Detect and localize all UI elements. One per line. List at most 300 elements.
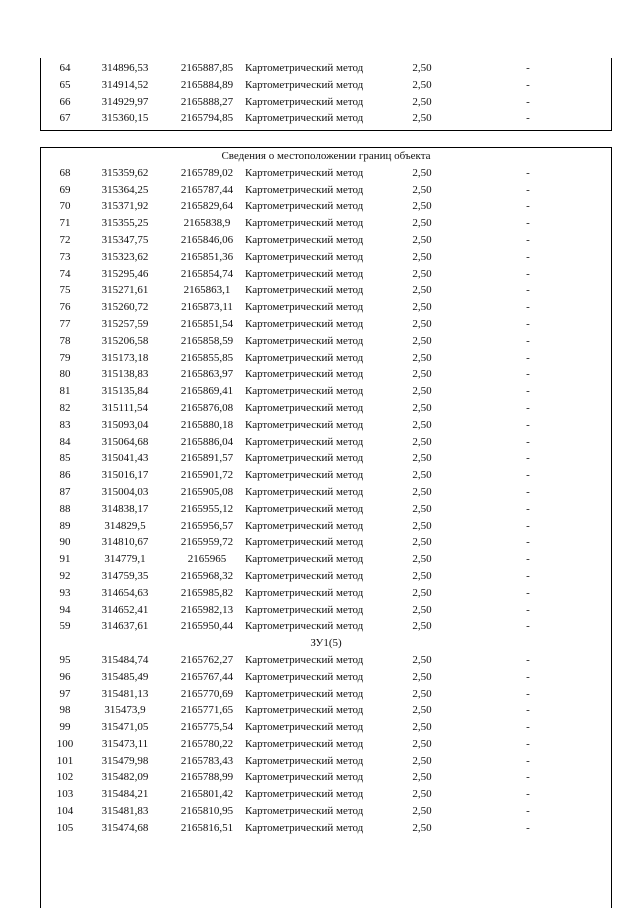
rows-68-59 [41, 165, 611, 635]
y-coordinate: 2165855,85 [180, 351, 234, 364]
note: - [526, 112, 530, 125]
y-coordinate: 2165851,54 [180, 317, 234, 330]
x-coordinate: 315064,68 [101, 435, 149, 448]
method: Картометрический метод [245, 704, 364, 717]
x-coordinate: 314637,61 [101, 620, 149, 633]
method: Картометрический метод [245, 519, 364, 532]
method: Картометрический метод [245, 317, 364, 330]
table-row [41, 299, 611, 316]
y-coordinate: 2165891,57 [180, 452, 234, 465]
note: - [526, 771, 530, 784]
x-coordinate: 315004,03 [101, 485, 149, 498]
accuracy: 2,50 [412, 435, 432, 448]
y-coordinate: 2165876,08 [180, 401, 234, 414]
note: - [526, 737, 530, 750]
method: Картометрический метод [245, 217, 364, 230]
accuracy: 2,50 [412, 502, 432, 515]
method: Картометрический метод [245, 401, 364, 414]
y-coordinate: 2165886,04 [180, 435, 234, 448]
table-row [41, 198, 611, 215]
table-row [41, 434, 611, 451]
note: - [526, 95, 530, 108]
note: - [526, 351, 530, 364]
method: Картометрический метод [245, 166, 364, 179]
point-number: 59 [59, 620, 71, 633]
note: - [526, 821, 530, 834]
x-coordinate: 315355,25 [101, 217, 149, 230]
table-row [41, 366, 611, 383]
accuracy: 2,50 [412, 653, 432, 666]
table-row [41, 249, 611, 266]
x-coordinate: 315371,92 [101, 200, 149, 213]
table-row [41, 215, 611, 232]
accuracy: 2,50 [412, 519, 432, 532]
x-coordinate: 315093,04 [101, 418, 149, 431]
y-coordinate: 2165787,44 [180, 183, 234, 196]
accuracy: 2,50 [412, 95, 432, 108]
y-coordinate: 2165788,99 [180, 771, 234, 784]
point-number: 96 [59, 670, 71, 683]
table-row [41, 60, 611, 77]
point-number: 100 [56, 737, 74, 750]
accuracy: 2,50 [412, 317, 432, 330]
note: - [526, 687, 530, 700]
method: Картометрический метод [245, 620, 364, 633]
method: Картометрический метод [245, 233, 364, 246]
table-row [41, 719, 611, 736]
y-coordinate: 2165888,27 [180, 95, 234, 108]
point-number: 93 [59, 586, 71, 599]
note: - [526, 553, 530, 566]
y-coordinate: 2165780,22 [180, 737, 234, 750]
method: Картометрический метод [245, 112, 364, 125]
accuracy: 2,50 [412, 183, 432, 196]
note: - [526, 670, 530, 683]
accuracy: 2,50 [412, 687, 432, 700]
note: - [526, 485, 530, 498]
x-coordinate: 314654,63 [101, 586, 149, 599]
y-coordinate: 2165810,95 [180, 805, 234, 818]
method: Картометрический метод [245, 95, 364, 108]
accuracy: 2,50 [412, 670, 432, 683]
point-number: 97 [59, 687, 71, 700]
point-number: 82 [59, 401, 71, 414]
method: Картометрический метод [245, 670, 364, 683]
x-coordinate: 314838,17 [101, 502, 149, 515]
note: - [526, 401, 530, 414]
table-row [41, 669, 611, 686]
method: Картометрический метод [245, 200, 364, 213]
method: Картометрический метод [245, 553, 364, 566]
x-coordinate: 314914,52 [101, 78, 149, 91]
note: - [526, 788, 530, 801]
table-row [41, 753, 611, 770]
method: Картометрический метод [245, 452, 364, 465]
point-number: 86 [59, 469, 71, 482]
method: Картометрический метод [245, 805, 364, 818]
point-number: 80 [59, 368, 71, 381]
table-row [41, 94, 611, 111]
point-number: 73 [59, 250, 71, 263]
table-row [41, 568, 611, 585]
accuracy: 2,50 [412, 351, 432, 364]
y-coordinate: 2165968,32 [180, 569, 234, 582]
x-coordinate: 315484,21 [101, 788, 149, 801]
accuracy: 2,50 [412, 821, 432, 834]
point-number: 99 [59, 721, 71, 734]
x-coordinate: 315473,9 [104, 704, 146, 717]
note: - [526, 754, 530, 767]
note: - [526, 519, 530, 532]
y-coordinate: 2165789,02 [180, 166, 234, 179]
x-coordinate: 314929,97 [101, 95, 149, 108]
note: - [526, 166, 530, 179]
y-coordinate: 2165950,44 [180, 620, 234, 633]
note: - [526, 536, 530, 549]
accuracy: 2,50 [412, 737, 432, 750]
note: - [526, 301, 530, 314]
note: - [526, 267, 530, 280]
note: - [526, 334, 530, 347]
x-coordinate: 315364,25 [101, 183, 149, 196]
table-row [41, 518, 611, 535]
subheading-zu1-5: ЗУ1(5) [310, 637, 342, 650]
table-row [41, 769, 611, 786]
method: Картометрический метод [245, 334, 364, 347]
method: Картометрический метод [245, 586, 364, 599]
accuracy: 2,50 [412, 385, 432, 398]
note: - [526, 183, 530, 196]
point-number: 64 [59, 62, 71, 74]
point-number: 104 [56, 805, 74, 818]
method: Картометрический метод [245, 284, 364, 297]
note: - [526, 200, 530, 213]
note: - [526, 78, 530, 91]
point-number: 79 [59, 351, 71, 364]
y-coordinate: 2165851,36 [180, 250, 234, 263]
x-coordinate: 315295,46 [101, 267, 149, 280]
accuracy: 2,50 [412, 620, 432, 633]
table-row [41, 266, 611, 283]
table-row [41, 534, 611, 551]
accuracy: 2,50 [412, 553, 432, 566]
method: Картометрический метод [245, 301, 364, 314]
note: - [526, 418, 530, 431]
y-coordinate: 2165816,51 [180, 821, 234, 834]
y-coordinate: 2165846,06 [180, 233, 234, 246]
y-coordinate: 2165863,97 [180, 368, 234, 381]
table-row [41, 551, 611, 568]
accuracy: 2,50 [412, 250, 432, 263]
x-coordinate: 315260,72 [101, 301, 149, 314]
method: Картометрический метод [245, 687, 364, 700]
table-row [41, 350, 611, 367]
method: Картометрический метод [245, 183, 364, 196]
accuracy: 2,50 [412, 788, 432, 801]
method: Картометрический метод [245, 788, 364, 801]
point-number: 84 [59, 435, 71, 448]
y-coordinate: 2165838,9 [183, 217, 231, 230]
x-coordinate: 315485,49 [101, 670, 149, 683]
point-number: 74 [59, 267, 71, 280]
note: - [526, 502, 530, 515]
y-coordinate: 2165985,82 [180, 586, 234, 599]
point-number: 69 [59, 183, 71, 196]
x-coordinate: 315473,11 [101, 737, 149, 750]
y-coordinate: 2165770,69 [180, 687, 234, 700]
x-coordinate: 315206,58 [101, 334, 149, 347]
point-number: 67 [59, 112, 71, 125]
table-row [41, 165, 611, 182]
method: Картометрический метод [245, 603, 364, 616]
y-coordinate: 2165771,65 [180, 704, 234, 717]
method: Картометрический метод [245, 368, 364, 381]
method: Картометрический метод [245, 754, 364, 767]
accuracy: 2,50 [412, 569, 432, 582]
method: Картометрический метод [245, 435, 364, 448]
method: Картометрический метод [245, 267, 364, 280]
point-number: 90 [59, 536, 71, 549]
method: Картометрический метод [245, 721, 364, 734]
table-row [41, 400, 611, 417]
table-row [41, 110, 611, 127]
y-coordinate: 2165955,12 [180, 502, 234, 515]
x-coordinate: 315271,61 [101, 284, 149, 297]
y-coordinate: 2165959,72 [180, 536, 234, 549]
x-coordinate: 315041,43 [101, 452, 149, 465]
accuracy: 2,50 [412, 401, 432, 414]
point-number: 81 [59, 385, 71, 398]
accuracy: 2,50 [412, 166, 432, 179]
accuracy: 2,50 [412, 301, 432, 314]
x-coordinate: 315481,83 [101, 805, 149, 818]
accuracy: 2,50 [412, 233, 432, 246]
x-coordinate: 315481,13 [101, 687, 149, 700]
method: Картометрический метод [245, 653, 364, 666]
x-coordinate: 315479,98 [101, 754, 149, 767]
table-row [41, 652, 611, 669]
y-coordinate: 2165956,57 [180, 519, 234, 532]
note: - [526, 620, 530, 633]
table-row [41, 450, 611, 467]
accuracy: 2,50 [412, 200, 432, 213]
point-number: 95 [59, 653, 71, 666]
method: Картометрический метод [245, 62, 364, 74]
point-number: 71 [59, 217, 71, 230]
point-number: 101 [56, 754, 74, 767]
note: - [526, 721, 530, 734]
accuracy: 2,50 [412, 112, 432, 125]
point-number: 105 [56, 821, 74, 834]
note: - [526, 569, 530, 582]
method: Картометрический метод [245, 469, 364, 482]
x-coordinate: 314896,53 [101, 62, 149, 74]
x-coordinate: 315257,59 [101, 317, 149, 330]
accuracy: 2,50 [412, 217, 432, 230]
x-coordinate: 314759,35 [101, 569, 149, 582]
point-number: 92 [59, 569, 71, 582]
accuracy: 2,50 [412, 284, 432, 297]
y-coordinate: 2165880,18 [180, 418, 234, 431]
x-coordinate: 315135,84 [101, 385, 149, 398]
y-coordinate: 2165858,59 [180, 334, 234, 347]
method: Картометрический метод [245, 418, 364, 431]
y-coordinate: 2165762,27 [180, 653, 234, 666]
x-coordinate: 315484,74 [101, 653, 149, 666]
x-coordinate: 314652,41 [101, 603, 149, 616]
x-coordinate: 315359,62 [101, 166, 149, 179]
y-coordinate: 2165887,85 [180, 62, 234, 74]
point-number: 91 [59, 553, 71, 566]
method: Картометрический метод [245, 502, 364, 515]
point-number: 87 [59, 485, 71, 498]
y-coordinate: 2165982,13 [180, 603, 234, 616]
table-row [41, 316, 611, 333]
accuracy: 2,50 [412, 536, 432, 549]
note: - [526, 250, 530, 263]
method: Картометрический метод [245, 385, 364, 398]
y-coordinate: 2165863,1 [183, 284, 231, 297]
table-row [41, 484, 611, 501]
note: - [526, 704, 530, 717]
method: Картометрический метод [245, 569, 364, 582]
note: - [526, 603, 530, 616]
note: - [526, 469, 530, 482]
x-coordinate: 315471,05 [101, 721, 149, 734]
table-boundary-coordinates [40, 147, 612, 908]
y-coordinate: 2165869,41 [180, 385, 234, 398]
point-number: 68 [59, 166, 71, 179]
note: - [526, 217, 530, 230]
x-coordinate: 314829,5 [104, 519, 146, 532]
rows-64-67 [41, 60, 611, 127]
point-number: 65 [59, 78, 71, 91]
note: - [526, 805, 530, 818]
x-coordinate: 315474,68 [101, 821, 149, 834]
rows-95-105 [41, 652, 611, 837]
point-number: 72 [59, 233, 71, 246]
note: - [526, 62, 530, 74]
y-coordinate: 2165775,54 [180, 721, 234, 734]
method: Картометрический метод [245, 351, 364, 364]
x-coordinate: 315482,09 [101, 771, 149, 784]
section-header: Сведения о местоположении границ объекта [221, 150, 431, 162]
table-row [41, 417, 611, 434]
note: - [526, 317, 530, 330]
table-row [41, 786, 611, 803]
accuracy: 2,50 [412, 603, 432, 616]
note: - [526, 233, 530, 246]
accuracy: 2,50 [412, 469, 432, 482]
y-coordinate: 2165794,85 [180, 112, 234, 125]
note: - [526, 435, 530, 448]
y-coordinate: 2165901,72 [180, 469, 234, 482]
point-number: 75 [59, 284, 71, 297]
table-row [41, 602, 611, 619]
point-number: 66 [59, 95, 71, 108]
accuracy: 2,50 [412, 452, 432, 465]
point-number: 78 [59, 334, 71, 347]
point-number: 89 [59, 519, 71, 532]
method: Картометрический метод [245, 821, 364, 834]
table-row [41, 182, 611, 199]
point-number: 102 [56, 771, 74, 784]
table-row [41, 820, 611, 837]
accuracy: 2,50 [412, 62, 432, 74]
y-coordinate: 2165965 [187, 553, 227, 566]
point-number: 77 [59, 317, 71, 330]
x-coordinate: 314779,1 [104, 553, 146, 566]
accuracy: 2,50 [412, 368, 432, 381]
x-coordinate: 315173,18 [101, 351, 149, 364]
note: - [526, 586, 530, 599]
table-row [41, 618, 611, 635]
table-row [41, 702, 611, 719]
x-coordinate: 314810,67 [101, 536, 149, 549]
y-coordinate: 2165801,42 [180, 788, 234, 801]
method: Картометрический метод [245, 771, 364, 784]
table-fragment-top [40, 58, 612, 131]
point-number: 70 [59, 200, 71, 213]
accuracy: 2,50 [412, 721, 432, 734]
accuracy: 2,50 [412, 418, 432, 431]
accuracy: 2,50 [412, 586, 432, 599]
accuracy: 2,50 [412, 334, 432, 347]
table-row [41, 736, 611, 753]
point-number: 76 [59, 301, 71, 314]
y-coordinate: 2165783,43 [180, 754, 234, 767]
y-coordinate: 2165884,89 [180, 78, 234, 91]
y-coordinate: 2165767,44 [180, 670, 234, 683]
table-row [41, 686, 611, 703]
method: Картометрический метод [245, 250, 364, 263]
accuracy: 2,50 [412, 771, 432, 784]
point-number: 98 [59, 704, 71, 717]
x-coordinate: 315323,62 [101, 250, 149, 263]
table-row [41, 467, 611, 484]
accuracy: 2,50 [412, 805, 432, 818]
x-coordinate: 315360,15 [101, 112, 149, 125]
y-coordinate: 2165829,64 [180, 200, 234, 213]
note: - [526, 653, 530, 666]
y-coordinate: 2165873,11 [181, 301, 233, 314]
note: - [526, 368, 530, 381]
table-row [41, 333, 611, 350]
method: Картометрический метод [245, 78, 364, 91]
note: - [526, 385, 530, 398]
table-row [41, 803, 611, 820]
note: - [526, 284, 530, 297]
table-row [41, 232, 611, 249]
point-number: 88 [59, 502, 71, 515]
point-number: 85 [59, 452, 71, 465]
x-coordinate: 315016,17 [101, 469, 149, 482]
accuracy: 2,50 [412, 78, 432, 91]
point-number: 103 [56, 788, 74, 801]
x-coordinate: 315138,83 [101, 368, 149, 381]
accuracy: 2,50 [412, 485, 432, 498]
accuracy: 2,50 [412, 754, 432, 767]
method: Картометрический метод [245, 485, 364, 498]
x-coordinate: 315347,75 [101, 233, 149, 246]
method: Картометрический метод [245, 737, 364, 750]
point-number: 83 [59, 418, 71, 431]
note: - [526, 452, 530, 465]
accuracy: 2,50 [412, 704, 432, 717]
method: Картометрический метод [245, 536, 364, 549]
table-row [41, 501, 611, 518]
y-coordinate: 2165854,74 [180, 267, 234, 280]
